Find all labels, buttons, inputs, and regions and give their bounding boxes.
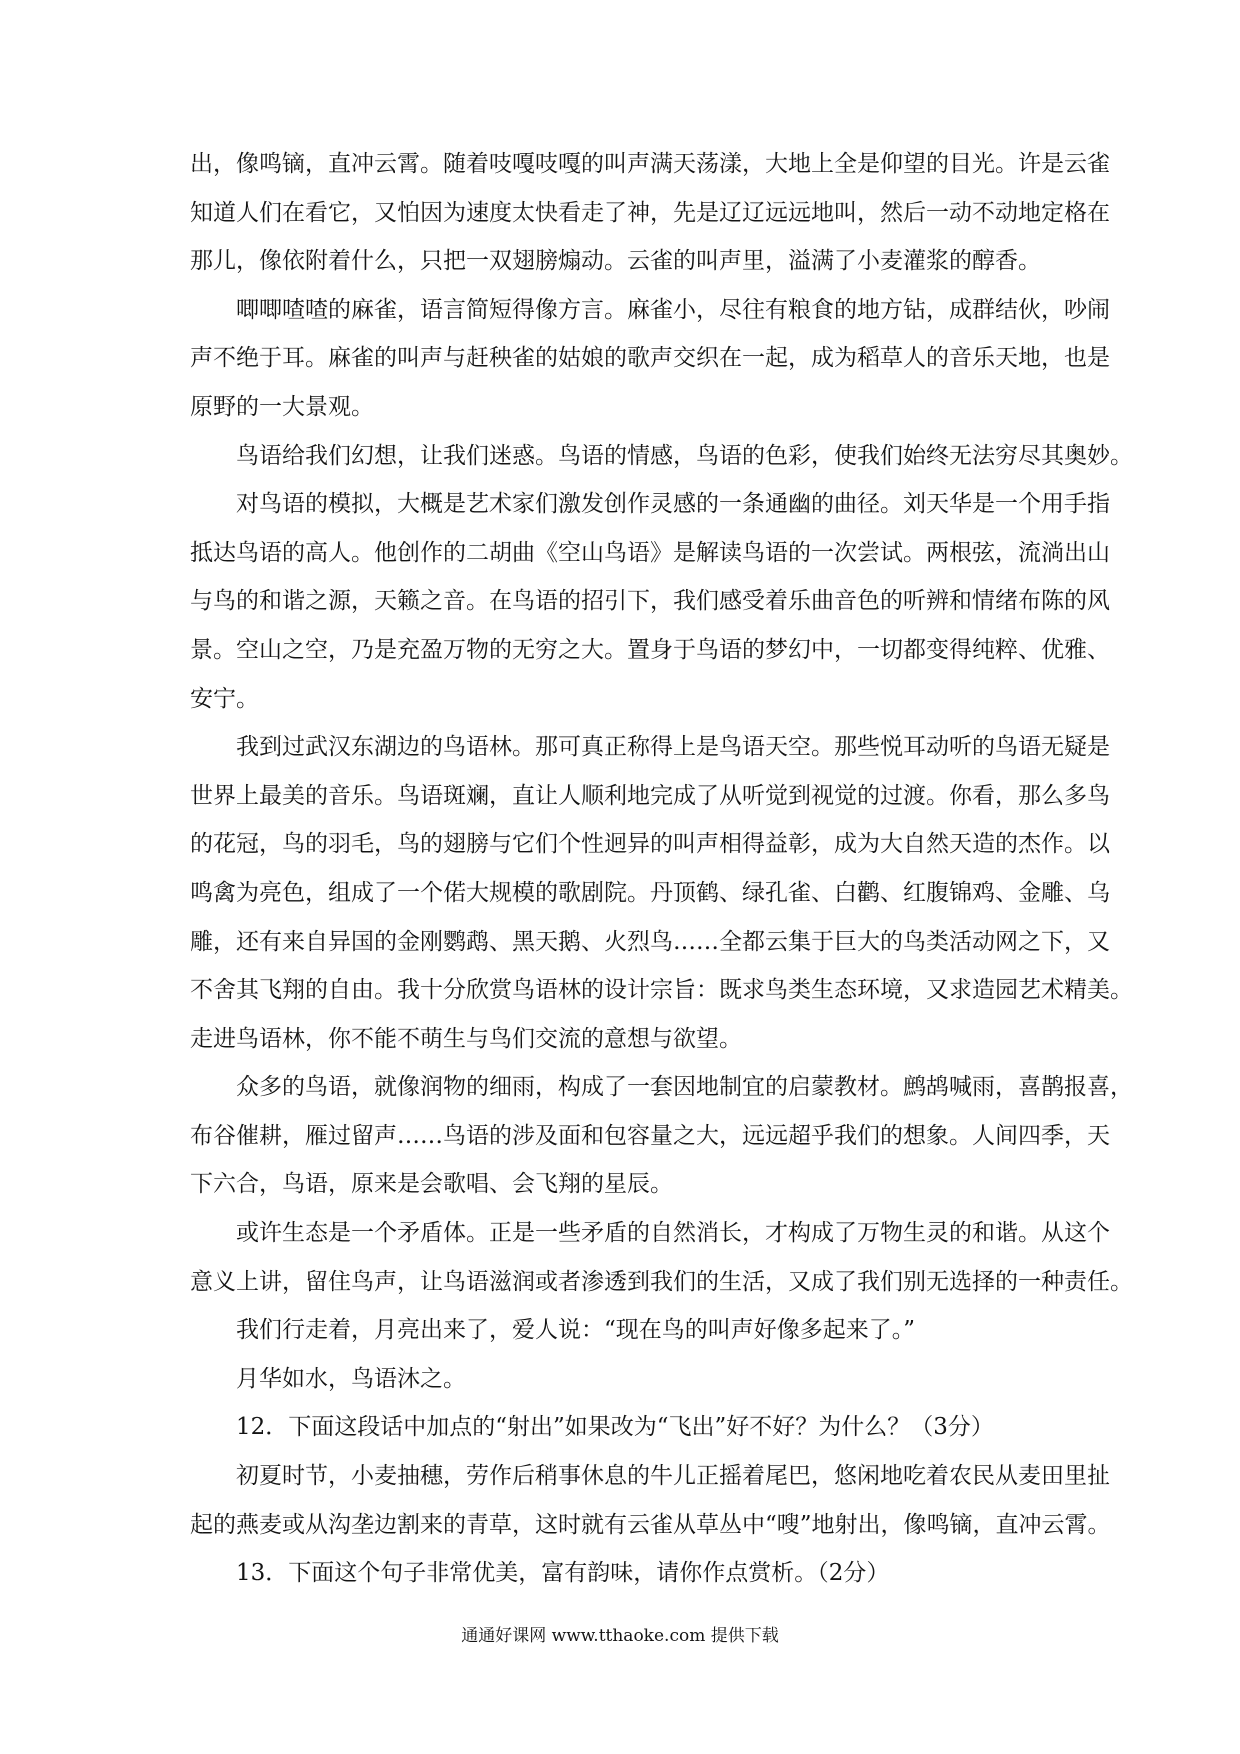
paragraph	[190, 1452, 1111, 1549]
paragraph	[190, 1403, 1050, 1452]
paragraph	[190, 286, 1110, 432]
text-line: 下六合，鸟语，原来是会歌唱、会飞翔的星辰。	[190, 1171, 673, 1198]
paragraph	[190, 1209, 1133, 1306]
text-line: 世界上最美的音乐。鸟语斑斓，直让人顺利地完成了从听觉到视觉的过渡。你看，那么多鸟	[190, 782, 1110, 809]
page-footer: 通通好课网 www.tthaoke.com 提供下载	[461, 1626, 779, 1646]
paragraph	[190, 480, 1110, 723]
text-line: 月华如水，鸟语沐之。	[236, 1365, 466, 1392]
paragraph	[190, 1549, 1050, 1598]
text-line: 抵达鸟语的高人。他创作的二胡曲《空山鸟语》是解读鸟语的一次尝试。两根弦，流淌出山	[190, 539, 1110, 566]
text-line: 或许生态是一个矛盾体。正是一些矛盾的自然消长，才构成了万物生灵的和谐。从这个	[236, 1220, 1110, 1247]
text-line: 我到过武汉东湖边的鸟语林。那可真正称得上是鸟语天空。那些悦耳动听的鸟语无疑是	[236, 734, 1110, 761]
text-line: 13．下面这个句子非常优美，富有韵味，请你作点赏析。（2分）	[236, 1560, 890, 1587]
text-line: 起的燕麦或从沟垄边割来的青草，这时就有云雀从草丛中“嗖”地射出，像鸣镝，直冲云霄。	[190, 1511, 1111, 1538]
paragraph	[190, 723, 1133, 1063]
text-line: 鸟语给我们幻想，让我们迷惑。鸟语的情感，鸟语的色彩，使我们始终无法穷尽其奥妙。	[236, 442, 1133, 469]
text-line: 知道人们在看它，又怕因为速度太快看走了神，先是辽辽远远地叫，然后一动不动地定格在	[190, 199, 1110, 226]
text-line: 景。空山之空，乃是充盈万物的无穷之大。置身于鸟语的梦幻中，一切都变得纯粹、优雅、	[190, 636, 1110, 663]
text-line: 的花冠，鸟的羽毛，鸟的翅膀与它们个性迥异的叫声相得益彰，成为大自然天造的杰作。以	[190, 831, 1110, 858]
text-line: 那儿，像依附着什么，只把一双翅膀煽动。云雀的叫声里，溢满了小麦灌浆的醇香。	[190, 248, 1041, 275]
text-line: 我们行走着，月亮出来了，爱人说：“现在鸟的叫声好像多起来了。”	[236, 1317, 916, 1344]
text-line: 原野的一大景观。	[190, 393, 374, 420]
paragraph	[190, 1306, 1050, 1355]
text-line: 意义上讲，留住鸟声，让鸟语滋润或者渗透到我们的生活，又成了我们别无选择的一种责任。	[190, 1268, 1133, 1295]
paragraph	[190, 1355, 1050, 1404]
text-line: 对鸟语的模拟，大概是艺术家们激发创作灵感的一条通幽的曲径。刘天华是一个用手指	[236, 491, 1110, 518]
text-line: 唧唧喳喳的麻雀，语言简短得像方言。麻雀小，尽往有粮食的地方钻，成群结伙，吵闹	[236, 296, 1110, 323]
text-line: 布谷催耕，雁过留声……鸟语的涉及面和包容量之大，远远超乎我们的想象。人间四季，天	[190, 1122, 1110, 1149]
paragraph	[190, 140, 1110, 286]
paragraph	[190, 1063, 1133, 1209]
text-line: 声不绝于耳。麻雀的叫声与赶秧雀的姑娘的歌声交织在一起，成为稻草人的音乐天地，也是	[190, 345, 1110, 372]
text-line: 12．下面这段话中加点的“射出”如果改为“飞出”好不好？为什么？（3分）	[236, 1414, 994, 1441]
text-line: 出，像鸣镝，直冲云霄。随着吱嘎吱嘎的叫声满天荡漾，大地上全是仰望的目光。许是云雀	[190, 151, 1110, 177]
text-line: 不舍其飞翔的自由。我十分欣赏鸟语林的设计宗旨：既求鸟类生态环境，又求造园艺术精美。	[190, 977, 1133, 1004]
text-line: 鸣禽为亮色，组成了一个偌大规模的歌剧院。丹顶鹤、绿孔雀、白鹳、红腹锦鸡、金雕、乌	[190, 879, 1110, 906]
text-line: 众多的鸟语，就像润物的细雨，构成了一套因地制宜的启蒙教材。鹧鸪喊雨，喜鹊报喜，	[236, 1074, 1133, 1101]
text-line: 雕，还有来自异国的金刚鹦鹉、黑天鹅、火烈鸟……全都云集于巨大的鸟类活动网之下，又	[190, 928, 1110, 955]
text-line: 走进鸟语林，你不能不萌生与鸟们交流的意想与欲望。	[190, 1025, 742, 1052]
document-body	[190, 140, 1133, 1598]
text-line: 安宁。	[190, 685, 259, 712]
paragraph	[190, 432, 1133, 481]
text-line: 初夏时节，小麦抽穗，劳作后稍事休息的牛儿正摇着尾巴，悠闲地吃着农民从麦田里扯	[236, 1463, 1110, 1490]
text-line: 与鸟的和谐之源，天籁之音。在鸟语的招引下，我们感受着乐曲音色的听辨和情绪布陈的风	[190, 588, 1110, 615]
